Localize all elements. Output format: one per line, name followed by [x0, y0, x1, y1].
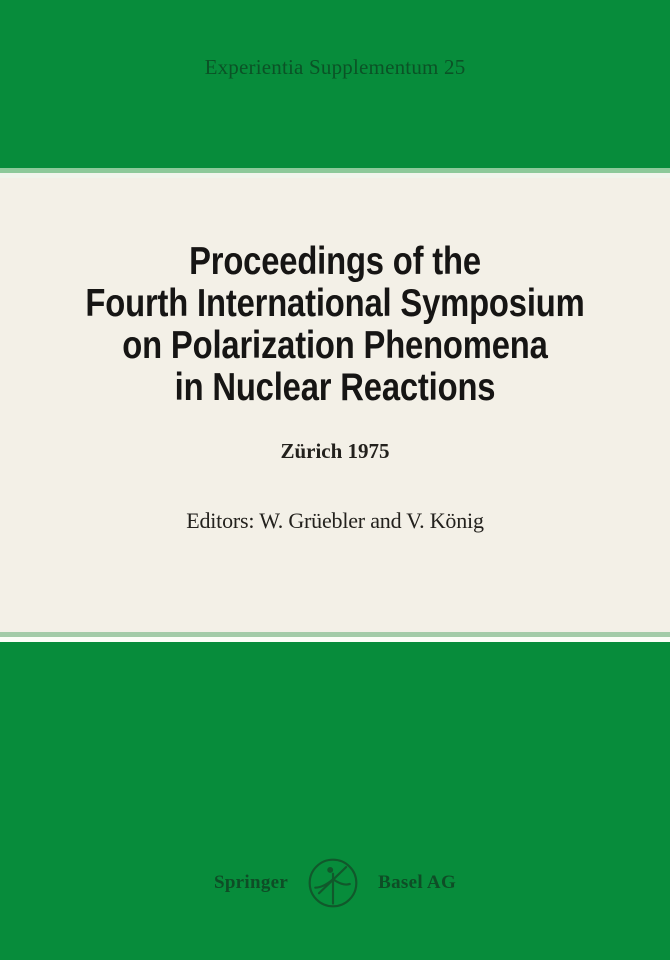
location-year: Zürich 1975 — [280, 439, 390, 463]
springer-basel-emblem-icon — [305, 853, 361, 913]
book-title — [54, 241, 617, 409]
publisher-name-springer: Springer — [213, 872, 289, 893]
publisher-imprint — [0, 848, 670, 918]
title-line: Fourth International Symposium — [85, 282, 585, 325]
top-green-band — [0, 0, 670, 168]
title-line: in Nuclear Reactions — [174, 366, 496, 409]
title-line: on Polarization Phenomena — [122, 324, 548, 367]
publisher-name-basel-ag: Basel AG — [378, 872, 457, 893]
title-line: Proceedings of the — [189, 240, 481, 283]
series-title: Experientia Supplementum 25 — [204, 55, 466, 79]
editors-line: Editors: W. Grüebler and V. König — [186, 508, 484, 533]
